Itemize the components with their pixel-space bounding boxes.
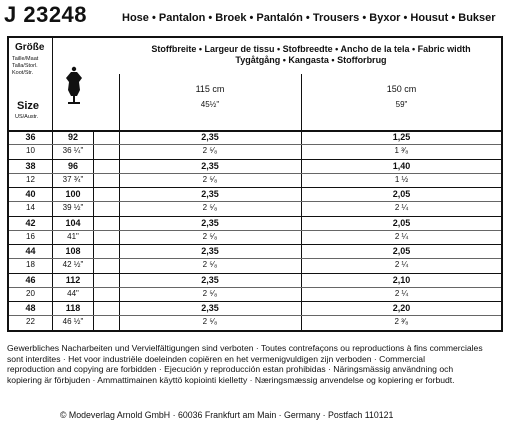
table-cell-a_yd: 2 ⁵⁄₈: [202, 260, 218, 269]
table-cell-hip: 96: [67, 160, 78, 171]
table-cell-eu: 36: [25, 132, 36, 142]
table-cell-eu: 46: [25, 274, 36, 285]
table-cell-b_yd: 2 ³⁄₈: [394, 317, 409, 326]
table-cell-a_yd: 2 ⁵⁄₈: [202, 146, 218, 155]
table-cell-b_m: 2,10: [392, 274, 411, 285]
table-cell-us: 10: [26, 146, 35, 155]
table-cell-us: 14: [26, 203, 35, 212]
width-cm: 150 cm: [386, 84, 417, 94]
table-cell-a_m: 2,35: [201, 274, 219, 285]
table-cell-hip: 100: [65, 189, 81, 199]
table-cell-eu: 42: [25, 217, 36, 228]
row-subdivider: [9, 287, 501, 288]
table-cell-hip: 92: [67, 132, 78, 142]
notice-line: reproduction and copying are forbidden · Ejecución y reproducción estan prohibidas · Näringsmässig användning och: [7, 364, 454, 374]
table-cell-hip_in: 44": [67, 288, 79, 298]
notice-line: kopiering är förbjuden · Ammattimainen käyttö kopiointi kielletty · Næringsmæssig anvendelse og kopiering er forbudt.: [7, 374, 455, 385]
table-cell-a_m: 2,35: [201, 303, 219, 313]
table-cell-hip_in: 41": [67, 231, 79, 241]
table-cell-b_m: 2,05: [392, 217, 411, 228]
table-cell-b_m: 1,25: [392, 132, 411, 142]
size-sub-1: Taille/Maat: [12, 56, 39, 62]
table-cell-b_m: 1,40: [392, 160, 411, 171]
table-cell-eu: 48: [25, 303, 36, 313]
width-cm: 115 cm: [195, 84, 225, 94]
table-cell-a_yd: 2 ⁵⁄₈: [202, 317, 218, 326]
width-150: [302, 84, 501, 109]
table-cell-a_yd: 2 ⁵⁄₈: [202, 231, 218, 241]
table-cell-a_m: 2,35: [201, 132, 219, 142]
table-cell-us: 16: [26, 231, 35, 241]
table-cell-eu: 40: [25, 189, 36, 199]
table-cell-b_m: 2,20: [392, 303, 411, 313]
row-subdivider: [9, 173, 501, 174]
table-cell-a_m: 2,35: [201, 217, 219, 228]
size-header-cell: [9, 38, 53, 130]
garment-names: Hose • Pantalon • Broek • Pantalón • Trousers • Byxor • Housut • Bukser: [122, 12, 496, 24]
row-subdivider: [9, 258, 501, 259]
table-cell-b_yd: 2 ¼: [394, 288, 409, 298]
table-cell-eu: 44: [25, 246, 36, 256]
table-cell-b_yd: 2 ¼: [394, 203, 409, 212]
size-sub-2: Talla/Storl.: [12, 63, 38, 69]
copyright-notice: [7, 343, 507, 385]
table-cell-a_yd: 2 ⁵⁄₈: [202, 203, 218, 212]
table-cell-hip_in: 46 ½": [62, 317, 84, 326]
table-cell-hip_in: 42 ½": [62, 260, 84, 269]
fabric-width-title: [119, 44, 503, 66]
table-cell-hip_in: 37 ¾": [62, 174, 84, 184]
pattern-header: [4, 2, 506, 32]
width-inch: 59": [395, 100, 408, 109]
table-cell-hip: 112: [65, 274, 81, 285]
row-subdivider: [9, 315, 501, 316]
table-cell-us: 22: [26, 317, 35, 326]
table-cell-hip_in: 36 ¼": [62, 146, 84, 155]
pattern-code: J 23248: [4, 2, 88, 27]
table-cell-eu: 38: [25, 160, 36, 171]
row-divider: [9, 187, 501, 188]
table-cell-a_m: 2,35: [201, 189, 219, 199]
fabric-width-title-line1: Stoffbreite • Largeur de tissu • Stofbreedte • Ancho de la tela • Fabric width: [151, 44, 471, 54]
table-cell-b_yd: 2 ¼: [394, 231, 409, 241]
table-cell-b_m: 2,05: [392, 189, 411, 199]
notice-line: sont interdites · Het voor industriële doeleinden copiëren en het vermenigvuldigen zijn verboden · Commercial: [7, 353, 425, 364]
table-cell-hip: 118: [65, 303, 81, 313]
size-sub-3: Koot/Str.: [12, 70, 34, 76]
table-cell-a_m: 2,35: [201, 246, 219, 256]
size-us-label: Size: [17, 100, 40, 112]
row-divider: [9, 216, 501, 217]
row-divider: [9, 159, 501, 160]
table-cell-hip: 108: [65, 246, 81, 256]
table-cell-b_yd: 1 ³⁄₈: [394, 146, 409, 155]
table-cell-us: 12: [26, 174, 35, 184]
row-subdivider: [9, 201, 501, 202]
row-subdivider: [9, 230, 501, 231]
width-115: [119, 84, 301, 109]
table-cell-b_yd: 1 ½: [394, 174, 409, 184]
size-fabric-table: [7, 36, 503, 332]
table-cell-a_m: 2,35: [201, 160, 219, 171]
row-divider: [9, 273, 501, 274]
row-divider: [9, 244, 501, 245]
size-us-sub: US/Austr.: [15, 114, 39, 120]
notice-line: Gewerbliches Nacharbeiten und Vervielfältigungen sind verboten · Toutes contrefaçons ou reproductions à fins commerciales: [7, 343, 483, 353]
table-cell-hip_in: 39 ½": [62, 203, 84, 212]
row-divider: [9, 301, 501, 302]
table-cell-a_yd: 2 ⁵⁄₈: [202, 288, 218, 298]
size-title: Größe: [15, 42, 45, 53]
table-cell-b_yd: 2 ¼: [394, 260, 409, 269]
publisher-line: © Modeverlag Arnold GmbH · 60036 Frankfurt am Main · Germany · Postfach 110121: [60, 410, 394, 420]
table-cell-us: 18: [26, 260, 35, 269]
table-cell-hip: 104: [65, 217, 81, 228]
table-cell-a_yd: 2 ⁵⁄₈: [202, 174, 218, 184]
table-cell-us: 20: [26, 288, 35, 298]
width-inch: 45½": [200, 100, 220, 109]
row-subdivider: [9, 144, 501, 145]
table-cell-b_m: 2,05: [392, 246, 411, 256]
dress-form-icon: [63, 66, 85, 106]
fabric-width-title-line2: Tygåtgång • Kangasta • Stofforbrug: [235, 55, 387, 65]
